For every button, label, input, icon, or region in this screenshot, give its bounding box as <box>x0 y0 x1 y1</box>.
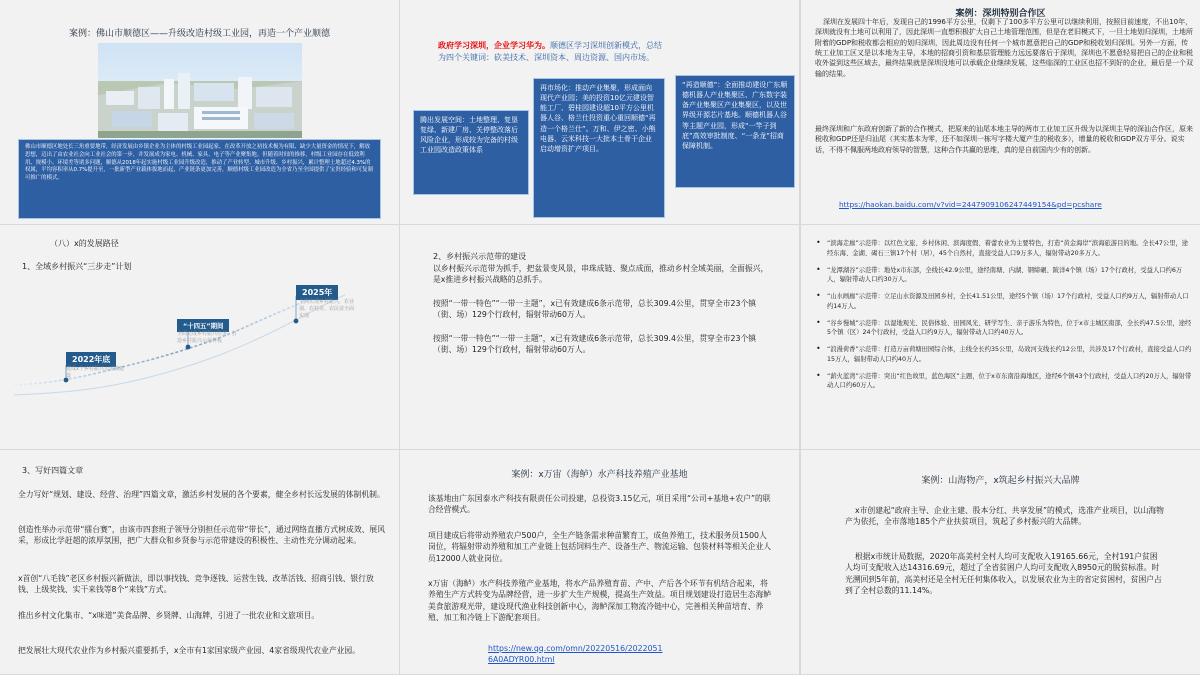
slide-mountain-sea-brand[interactable] <box>801 450 1200 674</box>
milestone-14th-desc: 全面完成乡村振兴任务，打造乡村振兴示范样板 <box>177 331 238 344</box>
strategy-box-space: 腾出发展空间：土地整理、复垦复绿、新建厂房、关停整改落后风险企业，形成较为完备的村级工业园改造政策体系 <box>413 110 529 195</box>
slide-demo-belts[interactable] <box>400 225 799 449</box>
slide-belt-list[interactable] <box>801 225 1200 449</box>
slide-seabass-base[interactable] <box>400 450 799 674</box>
milestone-2025-label: 2025年 <box>296 285 338 300</box>
strategy-box-rebuild: “再造顺德”：全面推动建设广东顺德机器人产业集聚区、广东数字装备产业集聚区产业集聚区，以及世界级开源芯片基地。顺德机器人谷等主题产业园，形成“一竿子到底”高效审批制度、“一条龙”招商保障机制。 <box>675 75 795 188</box>
articles-para-1: 全力写好“规划、建设、经营、治理”四篇文章，激活乡村发展的各个要素，健全乡村长远发展的体制机制。 <box>18 490 385 499</box>
articles-para-5: 把发展壮大现代农业作为乡村振兴重要抓手，x全市有1家国家级产业园、4家省级现代农业产业园。 <box>18 646 360 655</box>
seabass-para-3: x万宙（海鲈）水产科技养殖产业基地，将水产品养殖育苗、产中、产后各个环节有机结合起来，将养殖生产方式转变为品牌经营，进一步扩大生产规模，提高生产效益。项目规划建设打造居生态海鲈美食旅游观光带，建设现代渔业科技创新中心，海鲈深加工物流冷链中心，完善相关种苗培育、养殖、加工和冷链上下游配套项目。 <box>428 579 772 622</box>
demo-belts-stats-2: 按照“一带一特色”“一带一主题”，x已有效建成6条示范带，总长309.4公里，贯穿全市23个镇（街、场）129个行政村，辐射带动60万人。 <box>433 334 757 355</box>
list-item: • “龙潭湖谷”示范带：地处x市东部，全线长42.9公里，途经南塘、内湖、钢缔碾、陂洋4个镇（场）17个行政村，受益人口约6万人，辐射带动人口约30万人。 <box>815 266 1193 286</box>
heading-rest: 顺德区学习深圳创新模式，总结为四个关键词：砍美技术、深圳资本、周边资源、国内市场。 <box>438 41 662 62</box>
link-line-1: https://new.qq.com/omn/20220516/2022051 <box>488 644 663 653</box>
demo-belts-stats-1: 按照“一带一特色”“一带一主题”，x已有效建成6条示范带，总长309.4公里，贯穿全市23个镇（街、场）129个行政村，辐射带动60万人。 <box>433 299 757 320</box>
heading-highlight: 政府学习深圳，企业学习华为。 <box>438 41 550 50</box>
strategy-box-market: 再市场化：推动产业集聚，形成面向现代产业园；美的投资10亿元建设智能工厂、碧桂园建设超10平方公里机器人谷、格兰仕投资重心重回顺德“再造一个格兰仕”。万和、伊之密、小熊电器、云米科技一大批本土骨干企业启动增资扩产项目。 <box>533 78 665 218</box>
list-item: • “薪火蓝湾”示范带：突出“红色故里，蓝色海区”主题，位于x市东南沿海地区，途经6个镇43个行政村，受益人口约20万人，辐射带动人口约60万人。 <box>815 372 1193 392</box>
shenzhen-para-1: 深圳在发展四十年后，发现自己的1996平方公里，仅剩下了100多平方公里可以继续利用，按照目前速度，不出10年，深圳就没有土地可以利用了，因此深圳一直想积极扩大自己土地管理范围，但是在老旧模式下，一旦土地划归深圳，土地所附着的GDP和税收都会相应的划归深圳，因此周边没有任何一个城市愿意把自己的GDP和税收划归深圳。另外一方面，传统工业加工区又是以本地为主导，本地的招商引资和基层管理能力远远要落后于深圳，深圳也不愿意轻易把自己的企业和税收外溢到这些区域去，最终结果就是深圳没地可以承载企业继续发展，这些临深的工业区也招不到好的企业，最后是一个双输的结果。 <box>815 18 1193 78</box>
strategy-heading <box>438 40 666 63</box>
seabass-para-2: 项目建成后将带动养殖农户500户，全生产链条需求种苗繁育工，成鱼养殖工，技术服务员1500人岗位，将辐射带动养殖和加工产业链上包括饲料生产、设备生产、物流运输、包装材料等相关企业人员12000人就业岗位。 <box>428 531 772 563</box>
slide-shunde-strategy[interactable] <box>400 0 799 224</box>
list-item: • “浪漫荷香”示范带：打造万亩荷塘田园综合体，主线全长约35公里，岛效河支线长约12公里，共涉及17个行政村，直接受益人口约15万人，辐射带动人口约40万人。 <box>815 345 1193 365</box>
belt-list <box>815 239 1193 398</box>
slide-four-articles[interactable] <box>0 450 399 674</box>
demo-belts-intro: 以乡村振兴示范带为抓手，把盆景变风景，串珠成链、聚点成面，推动乡村全域美丽，全面振兴，是x推进乡村振兴战略的总抓手。 <box>433 264 769 285</box>
industrial-park-aerial-photo <box>98 43 302 138</box>
section-title: 3、写好四篇文章 <box>22 466 84 475</box>
articles-para-4: 推出乡村文化集市、“x味道”美食品牌、乡贤牌、山海牌，引进了一批农业和文旅项目。 <box>18 611 320 620</box>
slide-shunde-case[interactable] <box>0 0 399 224</box>
section-title: 2、乡村振兴示范带的建设 <box>433 252 527 261</box>
seabass-para-1: 该基地由广东国泰水产科技有限责任公司投建，总投资3.15亿元，项目采用“公司+基地+农户”的联合经营模式。 <box>428 494 771 515</box>
slide-title: 案例：佛山市顺德区——升级改造村级工业园，再造一个产业顺德 <box>68 29 330 39</box>
slide-development-path[interactable] <box>0 225 399 449</box>
plan-subtitle: 1、全域乡村振兴“三步走”计划 <box>22 262 132 271</box>
link-line-2: 6A0ADYR00.html <box>488 654 555 664</box>
milestone-2022-label: 2022年底 <box>66 352 116 367</box>
shunde-summary-box: 佛山市顺德区地处长三角重要地带，经济发展由乡镇企业为主体的村级工业园起家。在改革开放之初技术极为有限、缺少大量资金的情况下，解放思想，迈出了由农业社会向工业社会的第一步，并发展成为家电、机械、家具、电子等产业聚集地。但随着时间的推移，村级工业园存在低效利用、规模小、环境差等诸多问题，顺德从2018年起实施村级工业园升级改造，推动了产业转型、城市升级、乡村振兴，累计整理土地超过4.3%的权属，平均容积率从0.7%提升至，一批新型产业载体拔地而起，产业链条更加完善，顺德村级工业园改造为全省乃至全国提供了宝贵经验和可复制可推广的模式。 <box>18 139 381 219</box>
brand-para-1: x市创建起“政府主导、企业主建、股本分红、共享发展”的模式，选准产业项目，以山海物产为依托，全市落地185个产业扶贫项目，筑起了乡村振兴的大品牌。 <box>845 506 1164 527</box>
milestone-14th-label: “十四五”期间 <box>177 319 229 332</box>
slide-title: 案例：山海物产，x筑起乡村振兴大品牌 <box>921 476 1080 486</box>
articles-para-3: x首创“八毛钱”老区乡村振兴新做法，即以事找钱、竞争逐钱、运营生钱、改革活钱、招商引钱、银行放钱、上级奖钱、实干来钱等8个“来钱”方式。 <box>18 574 374 595</box>
seabass-news-link[interactable] <box>488 644 728 665</box>
articles-para-2: 创造性举办示范带“擂台赛”，由该市四套班子领导分别担任示范带“带长”，通过网络直播方式树成效、展风采，形成比学赶超的浓厚氛围，把广大群众和乡贤参与示范带建设的积极性、主动性充分调动起来。 <box>18 525 386 546</box>
milestone-2022-desc: 建成x个乡村振兴示范镇建设 <box>66 366 124 379</box>
section-title: （八）x的发展路径 <box>50 239 119 248</box>
slide-title: 案例：深圳特别合作区 <box>955 9 1046 19</box>
milestone-2025-desc: 全面实现乡村振兴，农业强、农村美、农民富全面实现 <box>299 299 355 319</box>
list-item: • “滨海走廊”示范带：以红色文旅、乡村休闲、滨海度假、着蕾农业为主要特色，打造“黄金海岸”滨海旅游目的地。全长47公里，途经东海、金湖、碣石三镇17个村（居），45个自然村，直接受益人口9万多人，辐射带动20多万人。 <box>815 239 1193 259</box>
brand-para-2: 根据x市统计局数据，2020年高美村全村人均可支配收入19165.66元，全村191户贫困人均可支配收入达14316.69元，超过了全省贫困户人均可支配收入8950元的脱贫标准。时光溯回到5年前，高美村还是全村无任何集体收入，以发展农业为主的省定贫困村，贫困户占到了全村总数的11.14%。 <box>845 552 1162 595</box>
shenzhen-para-2: 最终深圳和广东政府创新了新的合作模式，把原来的汕尾本地主导的两市工业加工区升级为以深圳主导的深汕合作区，原来税收和GDP还是归汕尾（其实基本为零，还不如深圳一栋写字楼大厦产生的税收多），增量的税收和GDP双方平分。说实话，不得不佩服两地政府领导的智慧，这种合作共赢的思维，真的是自前国内少有的创新。 <box>815 125 1193 154</box>
slide-shenzhen-zone[interactable] <box>801 0 1200 224</box>
list-item: • “谷乡慢城”示范带：以湿地观光、民俗体验、田园风光、研学写生、亲子游乐为特色，位于x市主城区南部，全长约47.5公里，途经5个镇（区）24个行政村，受益人口约9万人，辐射带动人口约40万人。 <box>815 319 1193 339</box>
shenzhen-video-link[interactable]: https://haokan.baidu.com/v?vid=2447909106247449154&pd=pcshare <box>839 200 1102 209</box>
slide-title: 案例：x万宙（海鲈）水产科技养殖产业基地 <box>511 470 688 480</box>
list-item: • “山水画廊”示范带：立足山水资源及田园乡村，全长41.51公里，途经5个镇（场）17个行政村，受益人口约9万人，辐射带动人口约14万人。 <box>815 292 1193 312</box>
